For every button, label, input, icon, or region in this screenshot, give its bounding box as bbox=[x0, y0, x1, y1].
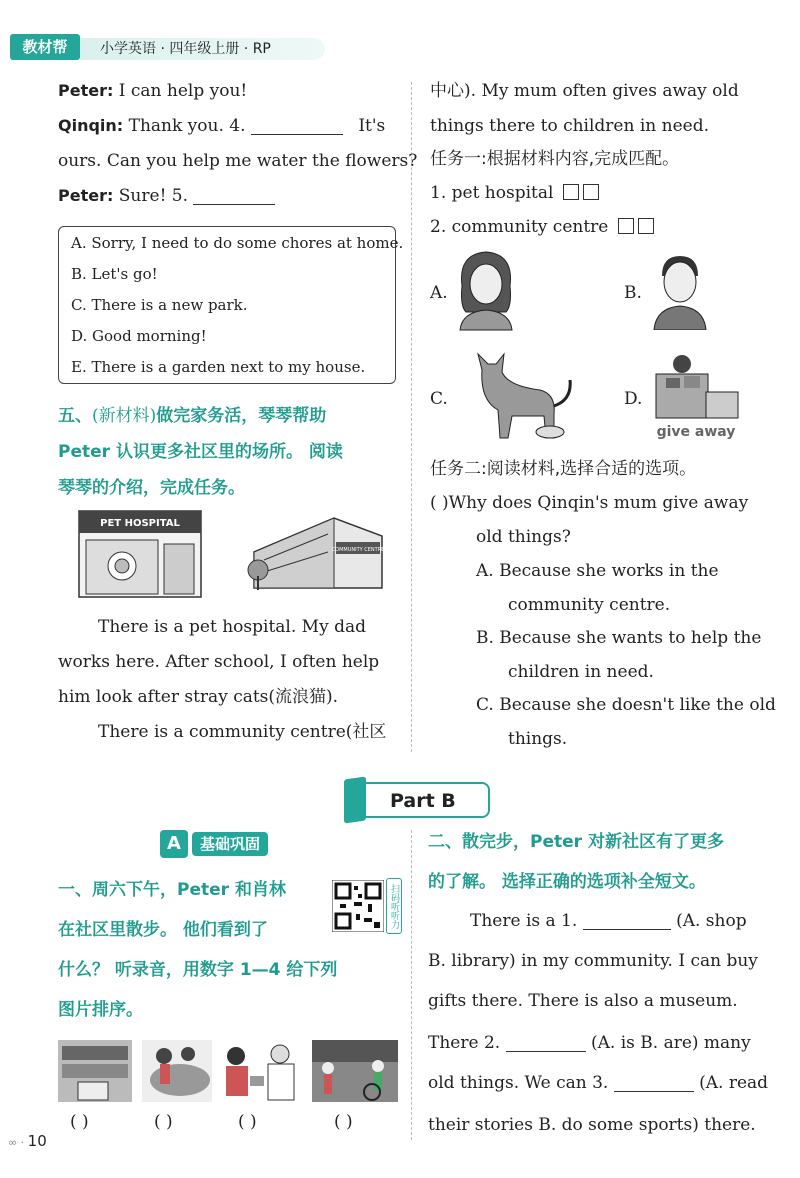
give-away-image bbox=[652, 350, 740, 442]
answer-box[interactable] bbox=[563, 184, 579, 200]
passage-line: 中心). My mum often gives away old bbox=[430, 81, 739, 101]
task2-choice-b: children in need. bbox=[508, 662, 654, 682]
section1-heading-line: 什么？ 听录音，用数字 1—4 给下列 bbox=[58, 960, 338, 980]
answer-blank-4[interactable] bbox=[251, 113, 343, 135]
task2-choice-c: things. bbox=[508, 729, 568, 749]
task2-choice-c: C. Because she doesn't like the old bbox=[476, 695, 776, 715]
option-a: A. Sorry, I need to do some chores at home. bbox=[71, 234, 404, 252]
section5-heading-line2: Peter 认识更多社区里的场所。 阅读 bbox=[58, 442, 343, 462]
section1-heading-line: 图片排序。 bbox=[58, 1000, 143, 1020]
order-paren-2[interactable]: ( ) bbox=[154, 1112, 173, 1132]
part-b-tab bbox=[344, 776, 366, 823]
qr-label: 扫码听听力 bbox=[386, 878, 402, 934]
dialogue-line: ours. Can you help me water the flowers? bbox=[58, 151, 418, 171]
passage-b-line: There 2. (A. is B. are) many bbox=[428, 1026, 751, 1060]
passage-b-line: B. library) in my community. I can buy bbox=[428, 951, 758, 971]
picture-label-a: A. bbox=[430, 283, 448, 303]
doctor-image bbox=[216, 1040, 302, 1102]
options-box bbox=[58, 226, 404, 384]
passage-b-line: There is a 1. (A. shop bbox=[470, 904, 747, 938]
passage-line: There is a community centre(社区 bbox=[98, 722, 387, 742]
passage-line: works here. After school, I often help bbox=[58, 652, 380, 672]
pet-hospital-sign: PET HOSPITAL bbox=[100, 518, 180, 529]
order-paren-3[interactable]: ( ) bbox=[238, 1112, 257, 1132]
answer-blank-2[interactable] bbox=[506, 1030, 586, 1052]
section1-heading-line: 在社区里散步。 他们看到了 bbox=[58, 920, 268, 940]
task2-choice-b: B. Because she wants to help the bbox=[476, 628, 762, 648]
task1-item-2: 2. community centre bbox=[430, 210, 654, 244]
task2-question: ( )Why does Qinqin's mum give away bbox=[430, 493, 749, 513]
community-sign: COMMUNITY CENTRE bbox=[331, 547, 385, 553]
section-a-letter: A bbox=[160, 830, 188, 858]
brand-badge: 教材帮 bbox=[10, 34, 80, 60]
community-centre-image bbox=[244, 512, 386, 596]
column-divider bbox=[411, 830, 412, 1140]
pet-hospital-image bbox=[78, 510, 202, 598]
option-e: E. There is a garden next to my house. bbox=[71, 358, 366, 376]
dialogue-line: Peter: Sure! 5. bbox=[58, 179, 275, 213]
passage-b-line: gifts there. There is also a museum. bbox=[428, 991, 738, 1011]
answer-blank-1[interactable] bbox=[583, 908, 671, 930]
answer-box[interactable] bbox=[638, 218, 654, 234]
answer-box[interactable] bbox=[583, 184, 599, 200]
give-away-label: give away bbox=[656, 424, 736, 440]
order-paren-1[interactable]: ( ) bbox=[70, 1112, 89, 1132]
part-b-label: Part B bbox=[390, 790, 456, 812]
page-number: ∞ · 10 bbox=[8, 1132, 47, 1150]
answer-blank-5[interactable] bbox=[193, 183, 275, 205]
page-header bbox=[0, 30, 330, 70]
task2-choice-a: community centre. bbox=[508, 595, 671, 615]
dialogue-line: Peter: I can help you! bbox=[58, 81, 248, 101]
passage-b-line: their stories B. do some sports) there. bbox=[428, 1115, 756, 1135]
order-paren-4[interactable]: ( ) bbox=[334, 1112, 353, 1132]
part-b-banner bbox=[348, 782, 490, 818]
task2-choice-a: A. Because she works in the bbox=[476, 561, 719, 581]
task1-item-1: 1. pet hospital bbox=[430, 176, 599, 210]
sports-image bbox=[312, 1040, 398, 1102]
shop-image bbox=[58, 1040, 132, 1102]
answer-blank-3[interactable] bbox=[614, 1070, 694, 1092]
cat-image bbox=[452, 350, 580, 442]
passage-line: things there to children in need. bbox=[430, 116, 709, 136]
option-b: B. Let's go! bbox=[71, 265, 158, 283]
section5-heading-line3: 琴琴的介绍，完成任务。 bbox=[58, 478, 245, 498]
woman-image bbox=[452, 246, 520, 332]
section2-heading-line: 的了解。 选择正确的选项补全短文。 bbox=[428, 872, 706, 892]
passage-line: him look after stray cats(流浪猫). bbox=[58, 687, 339, 707]
section2-heading-line: 二、散完步，Peter 对新社区有了更多 bbox=[428, 832, 724, 852]
answer-box[interactable] bbox=[618, 218, 634, 234]
header-title: 小学英语 · 四年级上册 · RP bbox=[100, 41, 271, 57]
dialogue-line: Qinqin: Thank you. 4. It's bbox=[58, 109, 385, 143]
task2-title: 任务二:阅读材料,选择合适的选项。 bbox=[430, 459, 697, 479]
task1-title: 任务一:根据材料内容,完成匹配。 bbox=[430, 149, 680, 169]
picture-label-b: B. bbox=[624, 283, 642, 303]
section1-heading-line: 一、周六下午，Peter 和肖林 bbox=[58, 880, 286, 900]
park-image bbox=[142, 1040, 212, 1102]
column-divider bbox=[411, 82, 412, 752]
picture-label-c: C. bbox=[430, 389, 448, 409]
man-image bbox=[648, 250, 712, 330]
option-c: C. There is a new park. bbox=[71, 296, 248, 314]
picture-label-d: D. bbox=[624, 389, 643, 409]
option-d: D. Good morning! bbox=[71, 327, 207, 345]
qr-code-icon[interactable] bbox=[332, 880, 384, 932]
section-a-label: 基础巩固 bbox=[192, 832, 268, 856]
passage-line: There is a pet hospital. My dad bbox=[98, 617, 366, 637]
passage-b-line: old things. We can 3. (A. read bbox=[428, 1066, 768, 1100]
task2-question: old things? bbox=[476, 527, 571, 547]
section5-heading-line1: 五、(新材料)做完家务活，琴琴帮助 bbox=[58, 406, 327, 426]
